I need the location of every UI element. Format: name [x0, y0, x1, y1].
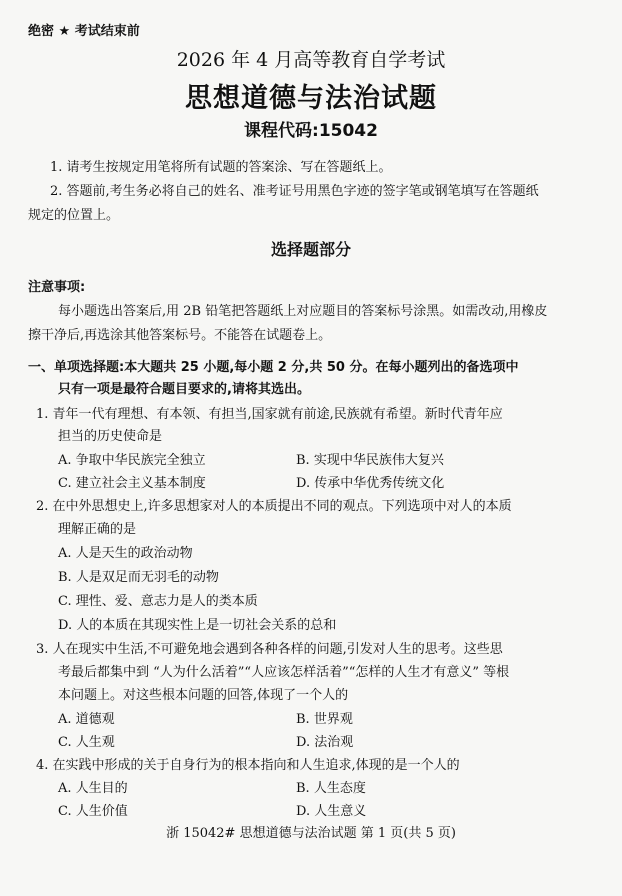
attention-line-1: 每小题选出答案后,用 2B 铅笔把答题纸上对应题目的答案标号涂黑。如需改动,用橡皮: [58, 304, 548, 319]
instruction-1: 1. 请考生按规定用笔将所有试题的答案涂、写在答题纸上。: [50, 160, 392, 175]
question-1-line-1: 1. 青年一代有理想、有本领、有担当,国家就有前途,民族就有希望。新时代青年应: [36, 407, 503, 422]
question-1-option-a: A. 争取中华民族完全独立: [58, 453, 206, 468]
question-3-option-a: A. 道德观: [58, 712, 115, 727]
attention-label: 注意事项:: [28, 280, 86, 295]
instruction-2-line-2: 规定的位置上。: [28, 208, 120, 223]
question-1-option-d: D. 传承中华优秀传统文化: [296, 476, 445, 491]
question-4-option-c: C. 人生价值: [58, 804, 128, 819]
part1-heading-line-2: 只有一项是最符合题目要求的,请将其选出。: [58, 382, 310, 397]
question-4-option-a: A. 人生目的: [58, 781, 128, 796]
part1-heading-line-1: 一、单项选择题:本大题共 25 小题,每小题 2 分,共 50 分。在每小题列出的备选项中: [28, 360, 519, 375]
question-3-line-2: 考最后都集中到 “人为什么活着”“人应该怎样活着”“怎样的人生才有意义” 等根: [58, 665, 510, 680]
question-3-option-c: C. 人生观: [58, 735, 115, 750]
instruction-2-line-1: 2. 答题前,考生务必将自己的姓名、准考证号用黑色字迹的签字笔或钢笔填写在答题纸: [50, 184, 539, 199]
question-1-option-b: B. 实现中华民族伟大复兴: [296, 453, 444, 468]
question-4-line-1: 4. 在实践中形成的关于自身行为的根本指向和人生追求,体现的是一个人的: [36, 758, 460, 773]
question-2-option-b: B. 人是双足而无羽毛的动物: [58, 570, 219, 585]
question-2-option-c: C. 理性、爱、意志力是人的类本质: [58, 594, 258, 609]
section-title: 选择题部分: [270, 240, 351, 259]
exam-name: 2026 年 4 月高等教育自学考试: [176, 49, 446, 71]
question-3-option-d: D. 法治观: [296, 735, 354, 750]
confidential-label: 绝密 ★ 考试结束前: [28, 24, 140, 39]
question-1-line-2: 担当的历史使命是: [58, 429, 163, 444]
question-2-option-d: D. 人的本质在其现实性上是一切社会关系的总和: [58, 618, 337, 633]
page-footer: 浙 15042# 思想道德与法治试题 第 1 页(共 5 页): [166, 826, 456, 841]
course-code: 课程代码:15042: [244, 121, 378, 141]
question-3-option-b: B. 世界观: [296, 712, 353, 727]
question-1-option-c: C. 建立社会主义基本制度: [58, 476, 206, 491]
question-4-option-b: B. 人生态度: [296, 781, 366, 796]
question-3-line-3: 本问题上。对这些根本问题的回答,体现了一个人的: [58, 688, 349, 703]
question-4-option-d: D. 人生意义: [296, 804, 367, 819]
question-2-option-a: A. 人是天生的政治动物: [58, 546, 193, 561]
question-2-line-1: 2. 在中外思想史上,许多思想家对人的本质提出不同的观点。下列选项中对人的本质: [36, 499, 512, 514]
page-title: 思想道德与法治试题: [185, 83, 437, 114]
question-3-line-1: 3. 人在现实中生活,不可避免地会遇到各种各样的问题,引发对人生的思考。这些思: [36, 642, 503, 657]
attention-line-2: 擦干净后,再选涂其他答案标号。不能答在试题卷上。: [28, 328, 332, 343]
question-2-line-2: 理解正确的是: [58, 522, 137, 537]
